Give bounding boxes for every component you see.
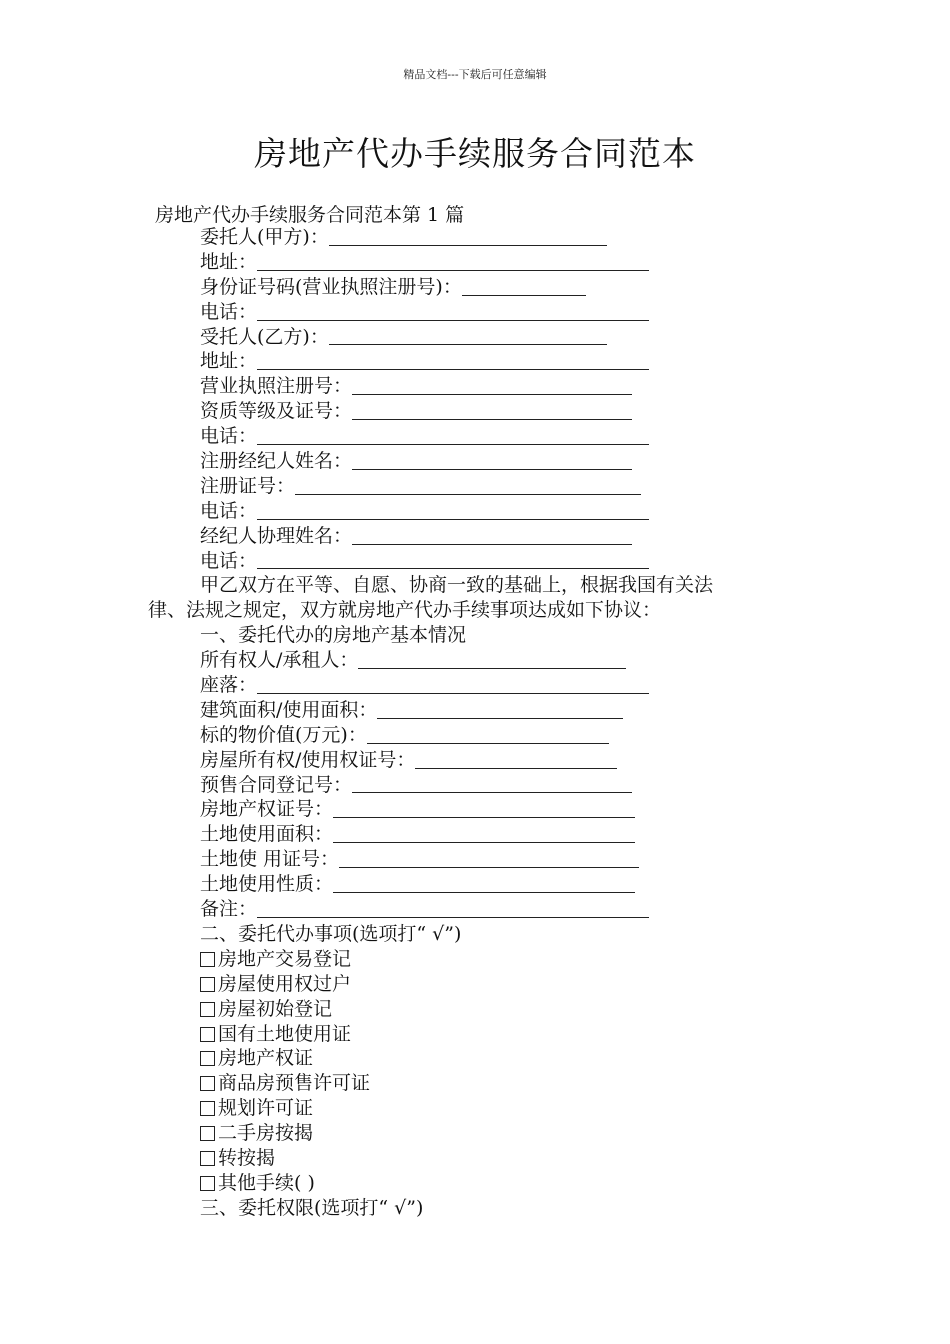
field-label: 经纪人协理姓名： xyxy=(200,524,353,547)
fill-blank[interactable] xyxy=(462,295,586,296)
field-broker-name xyxy=(0,449,950,474)
fill-blank[interactable] xyxy=(333,892,635,893)
field-agent-phone xyxy=(0,424,950,449)
checkbox-icon[interactable] xyxy=(200,1076,215,1091)
checkbox-label: 国有土地使用证 xyxy=(218,1022,352,1045)
checkbox-option[interactable] xyxy=(0,1022,950,1047)
section-heading: 二、委托代办事项(选项打“ √”) xyxy=(200,922,462,945)
field-label: 电话： xyxy=(200,499,258,522)
field-label: 电话： xyxy=(200,300,258,323)
field-label: 注册经纪人姓名： xyxy=(200,450,353,472)
fill-blank[interactable] xyxy=(257,369,649,370)
fill-blank[interactable] xyxy=(352,419,632,420)
contract-body xyxy=(0,225,950,1221)
fill-blank[interactable] xyxy=(415,768,617,769)
checkbox-icon[interactable] xyxy=(200,1051,215,1066)
field-label: 所有权人/承租人： xyxy=(200,649,359,672)
section-heading: 一、委托代办的房地产基本情况 xyxy=(200,624,467,647)
fill-blank[interactable] xyxy=(257,693,649,694)
field-label: 备注： xyxy=(200,898,258,921)
fill-blank[interactable] xyxy=(257,270,649,271)
field-presale-reg xyxy=(0,773,950,798)
fill-blank[interactable] xyxy=(358,668,626,669)
fill-blank[interactable] xyxy=(257,568,649,569)
checkbox-option[interactable] xyxy=(0,1071,950,1096)
field-label: 地址： xyxy=(200,350,258,373)
field-land-area xyxy=(0,822,950,847)
section-heading: 三、委托权限(选项打“ √”) xyxy=(200,1196,424,1219)
field-label: 电话： xyxy=(200,425,258,448)
checkbox-icon[interactable] xyxy=(200,1151,215,1166)
field-label: 地址： xyxy=(200,250,258,273)
field-label: 资质等级及证号： xyxy=(200,400,353,423)
fill-blank[interactable] xyxy=(257,519,649,520)
fill-blank[interactable] xyxy=(329,344,607,345)
field-label: 注册证号： xyxy=(200,474,296,497)
checkbox-option[interactable] xyxy=(0,1046,950,1071)
document-subtitle: 房地产代办手续服务合同范本第 1 篇 xyxy=(155,204,465,226)
checkbox-option[interactable] xyxy=(0,1171,950,1196)
checkbox-option[interactable] xyxy=(0,997,950,1022)
checkbox-label: 其他手续( ) xyxy=(218,1171,315,1194)
page-header: 精品文档---下载后可任意编辑 xyxy=(403,68,547,81)
field-id-number xyxy=(0,275,950,300)
field-location xyxy=(0,673,950,698)
checkbox-icon[interactable] xyxy=(200,952,215,967)
intro-paragraph-line: 甲乙双方在平等、自愿、协商一致的基础上，根据我国有关法 xyxy=(200,574,714,597)
field-area xyxy=(0,698,950,723)
field-broker-phone xyxy=(0,499,950,524)
field-owner xyxy=(0,648,950,673)
field-label: 土地使 用证号： xyxy=(200,848,340,871)
field-assistant-name xyxy=(0,524,950,549)
checkbox-option[interactable] xyxy=(0,1146,950,1171)
fill-blank[interactable] xyxy=(333,817,635,818)
checkbox-icon[interactable] xyxy=(200,977,215,992)
fill-blank[interactable] xyxy=(367,743,609,744)
checkbox-icon[interactable] xyxy=(200,1101,215,1116)
checkbox-option[interactable] xyxy=(0,1121,950,1146)
checkbox-label: 商品房预售许可证 xyxy=(218,1072,371,1095)
field-label: 委托人(甲方)： xyxy=(200,225,329,248)
fill-blank[interactable] xyxy=(257,444,649,445)
field-label: 建筑面积/使用面积： xyxy=(200,698,378,721)
field-land-cert xyxy=(0,847,950,872)
fill-blank[interactable] xyxy=(329,245,607,246)
checkbox-option[interactable] xyxy=(0,1096,950,1121)
checkbox-label: 二手房按揭 xyxy=(218,1122,314,1145)
checkbox-label: 规划许可证 xyxy=(218,1097,314,1120)
field-property-cert xyxy=(0,797,950,822)
field-label: 座落： xyxy=(200,674,258,697)
fill-blank[interactable] xyxy=(352,469,632,470)
fill-blank[interactable] xyxy=(352,792,632,793)
document-title: 房地产代办手续服务合同范本 xyxy=(254,134,696,173)
field-land-use xyxy=(0,872,950,897)
field-label: 土地使用性质： xyxy=(200,873,334,896)
field-agent-address xyxy=(0,349,950,374)
checkbox-label: 转按揭 xyxy=(218,1146,276,1169)
field-principal-address xyxy=(0,250,950,275)
checkbox-label: 房地产权证 xyxy=(218,1047,314,1070)
field-label: 土地使用面积： xyxy=(200,823,334,846)
checkbox-option[interactable] xyxy=(0,972,950,997)
fill-blank[interactable] xyxy=(295,494,641,495)
fill-blank[interactable] xyxy=(377,718,623,719)
field-value xyxy=(0,723,950,748)
checkbox-icon[interactable] xyxy=(200,1176,215,1191)
fill-blank[interactable] xyxy=(352,544,632,545)
fill-blank[interactable] xyxy=(339,867,639,868)
field-qualification xyxy=(0,399,950,424)
field-broker-cert xyxy=(0,474,950,499)
field-remarks xyxy=(0,897,950,922)
checkbox-icon[interactable] xyxy=(200,1027,215,1042)
field-ownership-cert xyxy=(0,748,950,773)
field-label: 房地产权证号： xyxy=(200,798,334,821)
field-label: 营业执照注册号： xyxy=(200,375,353,398)
checkbox-option[interactable] xyxy=(0,947,950,972)
checkbox-label: 房屋初始登记 xyxy=(218,997,333,1020)
intro-paragraph-line: 律、法规之规定，双方就房地产代办手续事项达成如下协议： xyxy=(148,599,662,622)
field-label: 房屋所有权/使用权证号： xyxy=(200,748,416,771)
fill-blank[interactable] xyxy=(257,917,649,918)
field-label: 受托人(乙方)： xyxy=(200,325,329,348)
fill-blank[interactable] xyxy=(257,320,649,321)
field-label: 预售合同登记号： xyxy=(200,773,353,796)
field-principal xyxy=(0,225,950,250)
field-license-number xyxy=(0,374,950,399)
fill-blank[interactable] xyxy=(352,394,632,395)
field-label: 标的物价值(万元)： xyxy=(200,723,367,746)
checkbox-label: 房地产交易登记 xyxy=(218,947,352,970)
checkbox-icon[interactable] xyxy=(200,1002,215,1017)
field-label: 电话： xyxy=(200,549,258,572)
field-principal-phone xyxy=(0,300,950,325)
checkbox-icon[interactable] xyxy=(200,1126,215,1141)
field-agent xyxy=(0,325,950,350)
field-assistant-phone xyxy=(0,549,950,574)
fill-blank[interactable] xyxy=(333,842,635,843)
checkbox-label: 房屋使用权过户 xyxy=(218,972,352,995)
field-label: 身份证号码(营业执照注册号)： xyxy=(200,275,462,298)
